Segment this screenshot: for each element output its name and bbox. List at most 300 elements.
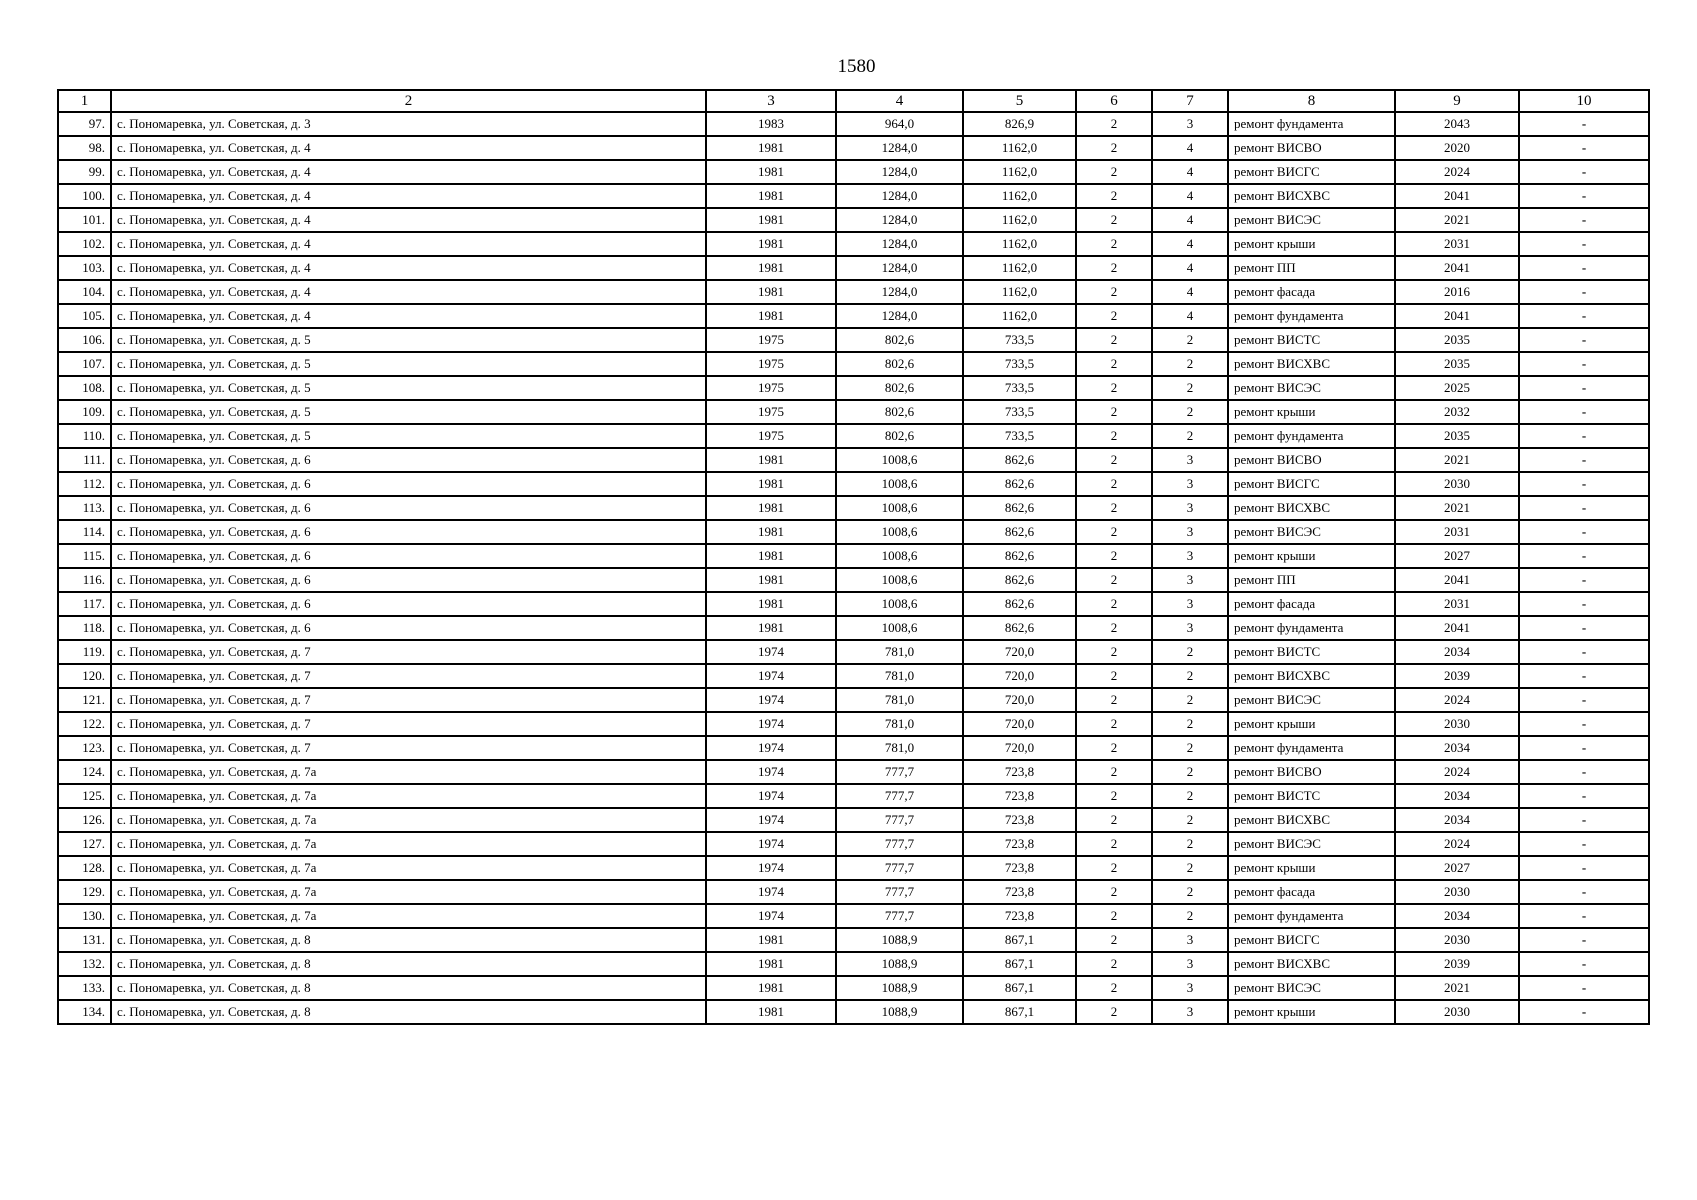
table-row (58, 280, 1649, 304)
year-built-cell: 1981 (706, 496, 836, 520)
total-area-cell: 777,7 (836, 856, 963, 880)
floors-cell: 2 (1076, 664, 1152, 688)
total-area-cell: 802,6 (836, 376, 963, 400)
year-built-cell: 1981 (706, 208, 836, 232)
row-number-cell: 109. (58, 400, 111, 424)
living-area-cell: 1162,0 (963, 304, 1076, 328)
table-row (58, 424, 1649, 448)
work-type-cell: ремонт ВИСХВС (1228, 952, 1395, 976)
address-cell: с. Пономаревка, ул. Советская, д. 6 (111, 448, 706, 472)
work-type-cell: ремонт ВИСХВС (1228, 184, 1395, 208)
total-area-cell: 1284,0 (836, 256, 963, 280)
note-cell: - (1519, 136, 1649, 160)
year-built-cell: 1981 (706, 592, 836, 616)
total-area-cell: 1284,0 (836, 136, 963, 160)
total-area-cell: 1088,9 (836, 928, 963, 952)
entrances-cell: 3 (1152, 952, 1228, 976)
note-cell: - (1519, 904, 1649, 928)
address-cell: с. Пономаревка, ул. Советская, д. 6 (111, 568, 706, 592)
floors-cell: 2 (1076, 112, 1152, 136)
work-type-cell: ремонт ВИСЭС (1228, 688, 1395, 712)
planned-year-cell: 2043 (1395, 112, 1519, 136)
table-row (58, 208, 1649, 232)
work-type-cell: ремонт крыши (1228, 400, 1395, 424)
planned-year-cell: 2041 (1395, 304, 1519, 328)
planned-year-cell: 2034 (1395, 640, 1519, 664)
row-number-cell: 107. (58, 352, 111, 376)
address-cell: с. Пономаревка, ул. Советская, д. 7 (111, 640, 706, 664)
note-cell: - (1519, 784, 1649, 808)
work-type-cell: ремонт ВИСТС (1228, 784, 1395, 808)
row-number-cell: 119. (58, 640, 111, 664)
note-cell: - (1519, 880, 1649, 904)
table-row (58, 664, 1649, 688)
floors-cell: 2 (1076, 616, 1152, 640)
year-built-cell: 1981 (706, 952, 836, 976)
table-row (58, 856, 1649, 880)
row-number-cell: 105. (58, 304, 111, 328)
year-built-cell: 1975 (706, 424, 836, 448)
total-area-cell: 1088,9 (836, 952, 963, 976)
year-built-cell: 1981 (706, 544, 836, 568)
living-area-cell: 733,5 (963, 400, 1076, 424)
work-type-cell: ремонт ВИСЭС (1228, 208, 1395, 232)
floors-cell: 2 (1076, 304, 1152, 328)
floors-cell: 2 (1076, 448, 1152, 472)
year-built-cell: 1981 (706, 928, 836, 952)
entrances-cell: 3 (1152, 592, 1228, 616)
work-type-cell: ремонт ВИСХВС (1228, 664, 1395, 688)
total-area-cell: 1088,9 (836, 1000, 963, 1024)
year-built-cell: 1981 (706, 520, 836, 544)
note-cell: - (1519, 448, 1649, 472)
floors-cell: 2 (1076, 280, 1152, 304)
floors-cell: 2 (1076, 856, 1152, 880)
floors-cell: 2 (1076, 328, 1152, 352)
work-type-cell: ремонт фундамента (1228, 736, 1395, 760)
entrances-cell: 3 (1152, 448, 1228, 472)
work-type-cell: ремонт ВИСВО (1228, 760, 1395, 784)
floors-cell: 2 (1076, 232, 1152, 256)
note-cell: - (1519, 184, 1649, 208)
entrances-cell: 2 (1152, 808, 1228, 832)
year-built-cell: 1981 (706, 472, 836, 496)
living-area-cell: 867,1 (963, 928, 1076, 952)
floors-cell: 2 (1076, 568, 1152, 592)
table-row (58, 1000, 1649, 1024)
planned-year-cell: 2024 (1395, 760, 1519, 784)
row-number-cell: 100. (58, 184, 111, 208)
living-area-cell: 723,8 (963, 760, 1076, 784)
living-area-cell: 1162,0 (963, 256, 1076, 280)
living-area-cell: 723,8 (963, 856, 1076, 880)
year-built-cell: 1974 (706, 736, 836, 760)
address-cell: с. Пономаревка, ул. Советская, д. 5 (111, 328, 706, 352)
address-cell: с. Пономаревка, ул. Советская, д. 8 (111, 928, 706, 952)
floors-cell: 2 (1076, 472, 1152, 496)
row-number-cell: 133. (58, 976, 111, 1000)
planned-year-cell: 2041 (1395, 616, 1519, 640)
row-number-cell: 110. (58, 424, 111, 448)
note-cell: - (1519, 160, 1649, 184)
living-area-cell: 723,8 (963, 880, 1076, 904)
total-area-cell: 1008,6 (836, 520, 963, 544)
address-cell: с. Пономаревка, ул. Советская, д. 6 (111, 472, 706, 496)
row-number-cell: 98. (58, 136, 111, 160)
table-row (58, 592, 1649, 616)
table-row (58, 160, 1649, 184)
note-cell: - (1519, 640, 1649, 664)
note-cell: - (1519, 112, 1649, 136)
planned-year-cell: 2024 (1395, 832, 1519, 856)
row-number-cell: 118. (58, 616, 111, 640)
entrances-cell: 2 (1152, 856, 1228, 880)
column-header-2: 2 (111, 90, 706, 112)
total-area-cell: 777,7 (836, 808, 963, 832)
work-type-cell: ремонт ПП (1228, 568, 1395, 592)
work-type-cell: ремонт фундамента (1228, 304, 1395, 328)
column-header-5: 5 (963, 90, 1076, 112)
year-built-cell: 1975 (706, 400, 836, 424)
year-built-cell: 1981 (706, 136, 836, 160)
total-area-cell: 1284,0 (836, 232, 963, 256)
total-area-cell: 1284,0 (836, 280, 963, 304)
note-cell: - (1519, 208, 1649, 232)
note-cell: - (1519, 832, 1649, 856)
table-row (58, 232, 1649, 256)
row-number-cell: 123. (58, 736, 111, 760)
note-cell: - (1519, 712, 1649, 736)
address-cell: с. Пономаревка, ул. Советская, д. 6 (111, 616, 706, 640)
table-row (58, 904, 1649, 928)
total-area-cell: 777,7 (836, 904, 963, 928)
total-area-cell: 802,6 (836, 352, 963, 376)
column-header-10: 10 (1519, 90, 1649, 112)
address-cell: с. Пономаревка, ул. Советская, д. 7 (111, 664, 706, 688)
living-area-cell: 1162,0 (963, 160, 1076, 184)
note-cell: - (1519, 688, 1649, 712)
note-cell: - (1519, 760, 1649, 784)
address-cell: с. Пономаревка, ул. Советская, д. 7 (111, 688, 706, 712)
year-built-cell: 1974 (706, 856, 836, 880)
address-cell: с. Пономаревка, ул. Советская, д. 8 (111, 1000, 706, 1024)
year-built-cell: 1974 (706, 640, 836, 664)
address-cell: с. Пономаревка, ул. Советская, д. 7а (111, 856, 706, 880)
year-built-cell: 1981 (706, 232, 836, 256)
planned-year-cell: 2020 (1395, 136, 1519, 160)
row-number-cell: 120. (58, 664, 111, 688)
row-number-cell: 114. (58, 520, 111, 544)
planned-year-cell: 2035 (1395, 424, 1519, 448)
living-area-cell: 733,5 (963, 424, 1076, 448)
planned-year-cell: 2027 (1395, 544, 1519, 568)
row-number-cell: 101. (58, 208, 111, 232)
floors-cell: 2 (1076, 640, 1152, 664)
row-number-cell: 117. (58, 592, 111, 616)
table-row (58, 952, 1649, 976)
entrances-cell: 2 (1152, 400, 1228, 424)
work-type-cell: ремонт крыши (1228, 232, 1395, 256)
year-built-cell: 1974 (706, 808, 836, 832)
floors-cell: 2 (1076, 832, 1152, 856)
page-number: 1580 (837, 56, 876, 77)
planned-year-cell: 2034 (1395, 904, 1519, 928)
planned-year-cell: 2032 (1395, 400, 1519, 424)
living-area-cell: 867,1 (963, 1000, 1076, 1024)
note-cell: - (1519, 544, 1649, 568)
work-type-cell: ремонт ВИСХВС (1228, 808, 1395, 832)
planned-year-cell: 2024 (1395, 688, 1519, 712)
work-type-cell: ремонт фундамента (1228, 904, 1395, 928)
planned-year-cell: 2031 (1395, 232, 1519, 256)
table-row (58, 328, 1649, 352)
row-number-cell: 104. (58, 280, 111, 304)
address-cell: с. Пономаревка, ул. Советская, д. 4 (111, 256, 706, 280)
living-area-cell: 862,6 (963, 520, 1076, 544)
entrances-cell: 4 (1152, 184, 1228, 208)
address-cell: с. Пономаревка, ул. Советская, д. 4 (111, 184, 706, 208)
work-type-cell: ремонт крыши (1228, 544, 1395, 568)
entrances-cell: 2 (1152, 688, 1228, 712)
year-built-cell: 1974 (706, 688, 836, 712)
work-type-cell: ремонт фасада (1228, 280, 1395, 304)
planned-year-cell: 2030 (1395, 880, 1519, 904)
row-number-cell: 106. (58, 328, 111, 352)
address-cell: с. Пономаревка, ул. Советская, д. 4 (111, 160, 706, 184)
living-area-cell: 1162,0 (963, 232, 1076, 256)
planned-year-cell: 2041 (1395, 256, 1519, 280)
work-type-cell: ремонт ВИСВО (1228, 448, 1395, 472)
living-area-cell: 826,9 (963, 112, 1076, 136)
row-number-cell: 134. (58, 1000, 111, 1024)
entrances-cell: 4 (1152, 256, 1228, 280)
column-header-1: 1 (58, 90, 111, 112)
floors-cell: 2 (1076, 376, 1152, 400)
table-row (58, 472, 1649, 496)
note-cell: - (1519, 976, 1649, 1000)
entrances-cell: 3 (1152, 976, 1228, 1000)
entrances-cell: 2 (1152, 784, 1228, 808)
total-area-cell: 1008,6 (836, 448, 963, 472)
work-type-cell: ремонт ВИСЭС (1228, 520, 1395, 544)
table-row (58, 808, 1649, 832)
total-area-cell: 777,7 (836, 784, 963, 808)
planned-year-cell: 2039 (1395, 664, 1519, 688)
address-cell: с. Пономаревка, ул. Советская, д. 4 (111, 208, 706, 232)
work-type-cell: ремонт крыши (1228, 856, 1395, 880)
work-type-cell: ремонт фундамента (1228, 112, 1395, 136)
note-cell: - (1519, 856, 1649, 880)
address-cell: с. Пономаревка, ул. Советская, д. 7а (111, 784, 706, 808)
entrances-cell: 4 (1152, 280, 1228, 304)
floors-cell: 2 (1076, 400, 1152, 424)
living-area-cell: 723,8 (963, 832, 1076, 856)
year-built-cell: 1981 (706, 184, 836, 208)
entrances-cell: 3 (1152, 472, 1228, 496)
floors-cell: 2 (1076, 424, 1152, 448)
planned-year-cell: 2030 (1395, 472, 1519, 496)
total-area-cell: 1008,6 (836, 496, 963, 520)
address-cell: с. Пономаревка, ул. Советская, д. 6 (111, 592, 706, 616)
note-cell: - (1519, 520, 1649, 544)
planned-year-cell: 2034 (1395, 736, 1519, 760)
note-cell: - (1519, 664, 1649, 688)
living-area-cell: 862,6 (963, 448, 1076, 472)
living-area-cell: 862,6 (963, 592, 1076, 616)
note-cell: - (1519, 280, 1649, 304)
entrances-cell: 2 (1152, 736, 1228, 760)
note-cell: - (1519, 1000, 1649, 1024)
table-row (58, 880, 1649, 904)
entrances-cell: 2 (1152, 832, 1228, 856)
floors-cell: 2 (1076, 880, 1152, 904)
year-built-cell: 1974 (706, 880, 836, 904)
floors-cell: 2 (1076, 136, 1152, 160)
row-number-cell: 131. (58, 928, 111, 952)
living-area-cell: 720,0 (963, 640, 1076, 664)
row-number-cell: 103. (58, 256, 111, 280)
entrances-cell: 2 (1152, 664, 1228, 688)
year-built-cell: 1981 (706, 304, 836, 328)
floors-cell: 2 (1076, 184, 1152, 208)
entrances-cell: 3 (1152, 496, 1228, 520)
entrances-cell: 2 (1152, 880, 1228, 904)
table-row (58, 520, 1649, 544)
table-row (58, 352, 1649, 376)
address-cell: с. Пономаревка, ул. Советская, д. 7а (111, 904, 706, 928)
total-area-cell: 802,6 (836, 328, 963, 352)
floors-cell: 2 (1076, 784, 1152, 808)
year-built-cell: 1974 (706, 760, 836, 784)
address-cell: с. Пономаревка, ул. Советская, д. 7а (111, 832, 706, 856)
table-row (58, 760, 1649, 784)
column-header-4: 4 (836, 90, 963, 112)
total-area-cell: 1284,0 (836, 184, 963, 208)
address-cell: с. Пономаревка, ул. Советская, д. 5 (111, 376, 706, 400)
row-number-cell: 113. (58, 496, 111, 520)
year-built-cell: 1975 (706, 376, 836, 400)
address-cell: с. Пономаревка, ул. Советская, д. 5 (111, 424, 706, 448)
note-cell: - (1519, 592, 1649, 616)
work-type-cell: ремонт фундамента (1228, 616, 1395, 640)
row-number-cell: 111. (58, 448, 111, 472)
living-area-cell: 862,6 (963, 472, 1076, 496)
table-row (58, 616, 1649, 640)
address-cell: с. Пономаревка, ул. Советская, д. 4 (111, 280, 706, 304)
row-number-cell: 97. (58, 112, 111, 136)
row-number-cell: 112. (58, 472, 111, 496)
row-number-cell: 130. (58, 904, 111, 928)
floors-cell: 2 (1076, 688, 1152, 712)
planned-year-cell: 2030 (1395, 712, 1519, 736)
total-area-cell: 1008,6 (836, 544, 963, 568)
total-area-cell: 1008,6 (836, 568, 963, 592)
address-cell: с. Пономаревка, ул. Советская, д. 7а (111, 880, 706, 904)
address-cell: с. Пономаревка, ул. Советская, д. 4 (111, 136, 706, 160)
address-cell: с. Пономаревка, ул. Советская, д. 3 (111, 112, 706, 136)
year-built-cell: 1983 (706, 112, 836, 136)
table-row (58, 184, 1649, 208)
work-type-cell: ремонт фасада (1228, 592, 1395, 616)
column-header-6: 6 (1076, 90, 1152, 112)
year-built-cell: 1974 (706, 832, 836, 856)
entrances-cell: 2 (1152, 640, 1228, 664)
planned-year-cell: 2016 (1395, 280, 1519, 304)
table-row (58, 832, 1649, 856)
address-cell: с. Пономаревка, ул. Советская, д. 5 (111, 352, 706, 376)
address-cell: с. Пономаревка, ул. Советская, д. 8 (111, 952, 706, 976)
row-number-cell: 108. (58, 376, 111, 400)
row-number-cell: 132. (58, 952, 111, 976)
entrances-cell: 3 (1152, 112, 1228, 136)
address-cell: с. Пономаревка, ул. Советская, д. 5 (111, 400, 706, 424)
work-type-cell: ремонт ВИСХВС (1228, 496, 1395, 520)
year-built-cell: 1981 (706, 448, 836, 472)
note-cell: - (1519, 616, 1649, 640)
table-row (58, 928, 1649, 952)
total-area-cell: 1284,0 (836, 208, 963, 232)
header-row (58, 90, 1649, 112)
living-area-cell: 723,8 (963, 904, 1076, 928)
note-cell: - (1519, 304, 1649, 328)
table-row (58, 976, 1649, 1000)
table-row (58, 568, 1649, 592)
floors-cell: 2 (1076, 352, 1152, 376)
total-area-cell: 802,6 (836, 424, 963, 448)
year-built-cell: 1981 (706, 256, 836, 280)
planned-year-cell: 2034 (1395, 784, 1519, 808)
note-cell: - (1519, 352, 1649, 376)
year-built-cell: 1975 (706, 352, 836, 376)
planned-year-cell: 2021 (1395, 448, 1519, 472)
table-row (58, 304, 1649, 328)
row-number-cell: 121. (58, 688, 111, 712)
work-type-cell: ремонт ВИСГС (1228, 472, 1395, 496)
floors-cell: 2 (1076, 760, 1152, 784)
table-row (58, 112, 1649, 136)
work-type-cell: ремонт фундамента (1228, 424, 1395, 448)
total-area-cell: 781,0 (836, 736, 963, 760)
row-number-cell: 99. (58, 160, 111, 184)
table-row (58, 736, 1649, 760)
entrances-cell: 4 (1152, 232, 1228, 256)
entrances-cell: 2 (1152, 760, 1228, 784)
total-area-cell: 781,0 (836, 640, 963, 664)
note-cell: - (1519, 496, 1649, 520)
work-type-cell: ремонт ВИСГС (1228, 928, 1395, 952)
work-type-cell: ремонт фасада (1228, 880, 1395, 904)
note-cell: - (1519, 928, 1649, 952)
living-area-cell: 1162,0 (963, 280, 1076, 304)
planned-year-cell: 2021 (1395, 496, 1519, 520)
note-cell: - (1519, 736, 1649, 760)
note-cell: - (1519, 376, 1649, 400)
row-number-cell: 129. (58, 880, 111, 904)
planned-year-cell: 2021 (1395, 208, 1519, 232)
year-built-cell: 1975 (706, 328, 836, 352)
note-cell: - (1519, 472, 1649, 496)
work-type-cell: ремонт ВИСГС (1228, 160, 1395, 184)
address-cell: с. Пономаревка, ул. Советская, д. 6 (111, 496, 706, 520)
living-area-cell: 867,1 (963, 976, 1076, 1000)
column-header-8: 8 (1228, 90, 1395, 112)
row-number-cell: 124. (58, 760, 111, 784)
living-area-cell: 1162,0 (963, 184, 1076, 208)
floors-cell: 2 (1076, 1000, 1152, 1024)
work-type-cell: ремонт ВИСТС (1228, 640, 1395, 664)
living-area-cell: 733,5 (963, 328, 1076, 352)
entrances-cell: 4 (1152, 160, 1228, 184)
